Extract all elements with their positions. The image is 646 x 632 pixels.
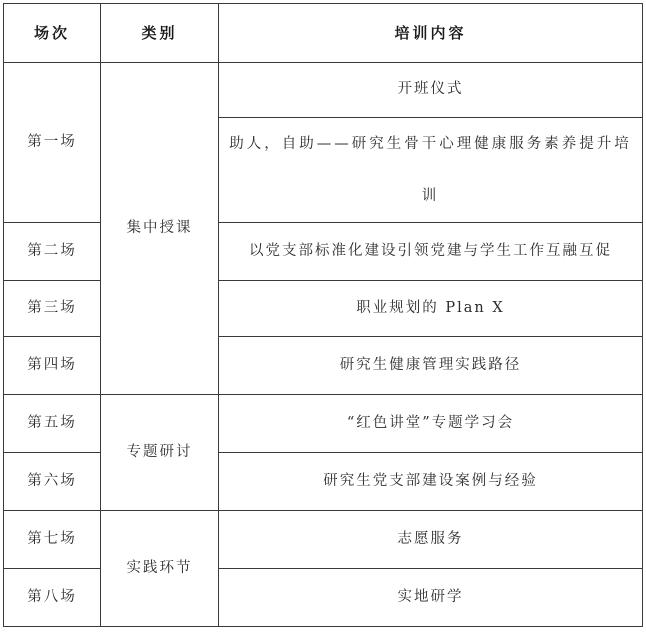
table-row xyxy=(4,63,643,118)
content-cell: 助人，自助——研究生骨干心理健康服务素养提升培训 xyxy=(219,118,643,223)
session-cell: 第三场 xyxy=(4,281,101,337)
training-schedule xyxy=(3,3,643,627)
category-cell: 专题研讨 xyxy=(101,395,219,511)
content-cell: 实地研学 xyxy=(219,569,643,627)
table-row xyxy=(4,337,643,395)
session-cell: 第四场 xyxy=(4,337,101,395)
content-cell: 研究生健康管理实践路径 xyxy=(219,337,643,395)
session-cell: 第二场 xyxy=(4,223,101,281)
session-cell: 第八场 xyxy=(4,569,101,627)
header-content: 培训内容 xyxy=(219,4,643,63)
category-cell: 集中授课 xyxy=(101,63,219,395)
session-cell: 第七场 xyxy=(4,511,101,569)
table-header-row xyxy=(4,4,643,63)
header-category: 类别 xyxy=(101,4,219,63)
content-cell: 志愿服务 xyxy=(219,511,643,569)
training-table xyxy=(3,3,643,627)
category-cell: 实践环节 xyxy=(101,511,219,627)
table-row xyxy=(4,569,643,627)
content-cell: “红色讲堂”专题学习会 xyxy=(219,395,643,453)
session-cell: 第一场 xyxy=(4,63,101,223)
session-cell: 第六场 xyxy=(4,453,101,511)
table-row xyxy=(4,281,643,337)
header-session: 场次 xyxy=(4,4,101,63)
content-cell: 职业规划的 Plan X xyxy=(219,281,643,337)
table-row xyxy=(4,511,643,569)
table-row xyxy=(4,223,643,281)
content-cell: 以党支部标准化建设引领党建与学生工作互融互促 xyxy=(219,223,643,281)
table-row xyxy=(4,395,643,453)
table-row xyxy=(4,453,643,511)
content-cell: 研究生党支部建设案例与经验 xyxy=(219,453,643,511)
session-cell: 第五场 xyxy=(4,395,101,453)
content-cell: 开班仪式 xyxy=(219,63,643,118)
